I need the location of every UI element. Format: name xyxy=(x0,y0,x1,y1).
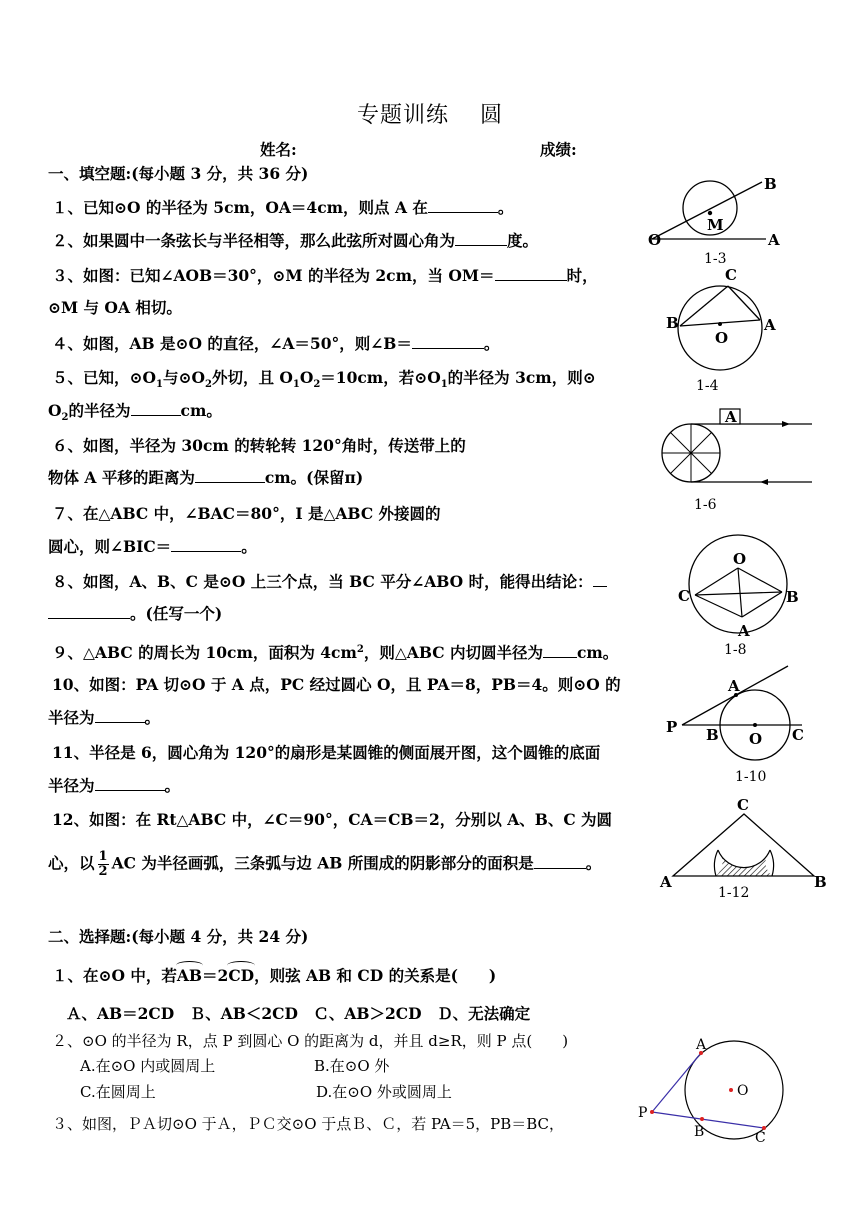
label-a: A xyxy=(738,622,750,640)
question-1-10: 10、如图：PA 切⊙O 于 A 点，PC 经过圆心 O，且 PA＝8，PB＝4。则⊙O 的 xyxy=(52,675,621,694)
page-title: 专题训练 圆 xyxy=(357,103,503,128)
chord-bc xyxy=(680,286,728,326)
label-a: A xyxy=(660,873,672,891)
point-o xyxy=(753,723,757,727)
section1-heading: 一、填空题:(每小题 3 分，共 36 分) xyxy=(48,164,309,183)
answer-blank[interactable] xyxy=(534,854,586,869)
question-1-7-cont: 圆心，则∠BIC＝ 。 xyxy=(48,537,257,556)
section2-heading: 二、选择题:(每小题 4 分，共 24 分) xyxy=(48,927,309,946)
label-a: A xyxy=(764,316,776,334)
figure-2-3 xyxy=(634,1034,804,1146)
answer-blank[interactable] xyxy=(48,604,130,619)
point-o xyxy=(729,1088,733,1092)
label-b: B xyxy=(814,873,827,891)
figure-1-10 xyxy=(660,660,820,788)
figure-1-12 xyxy=(656,794,836,906)
answer-blank[interactable] xyxy=(495,266,567,281)
option-a: A.在⊙O 内或圆周上 xyxy=(80,1057,216,1075)
caption-1-3: 1-3 xyxy=(704,251,727,267)
label-a: A xyxy=(696,1037,707,1053)
question-2-1-options: Ａ、AB＝2CD Ｂ、AB＜2CD Ｃ、AB＞2CD Ｄ、无法确定 xyxy=(66,1004,531,1023)
fraction-half: $\frac{1}{2}$ xyxy=(98,849,108,879)
label-b: B xyxy=(706,726,719,744)
answer-blank[interactable] xyxy=(455,231,507,246)
label-a: A xyxy=(728,677,740,695)
question-2-2: ２、⊙O 的半径为 R，点 P 到圆心 O 的距离为 d，并且 d≥R，则 P 点( ) xyxy=(52,1032,569,1050)
figure-1-6 xyxy=(656,404,816,516)
score-label: 成绩: xyxy=(540,140,577,159)
question-1-5-cont: $O_2$的半径为 cm。 xyxy=(48,401,222,424)
question-1-8: ８、如图，A、B、C 是⊙O 上三个点，当 BC 平分∠ABO 时，能得出结论： xyxy=(52,572,607,592)
question-1-3: ３、如图：已知∠AOB＝30°，⊙M 的半径为 2cm，当 OM＝ 时， xyxy=(52,266,598,285)
question-1-5: ５、已知，$⊙O_1$与$⊙O_2$外切，且 $O_1O_2=10cm$，若$⊙O_1$的半径为 3cm，则⊙ xyxy=(52,368,596,391)
caption-1-8: 1-8 xyxy=(724,642,747,658)
label-o: O xyxy=(648,231,662,249)
label-o: O xyxy=(749,730,763,748)
question-1-11-cont: 半径为 。 xyxy=(48,776,181,795)
label-c: C xyxy=(678,587,690,605)
option-b: B.在⊙O 外 xyxy=(314,1057,390,1075)
tangent-pa xyxy=(652,1053,701,1112)
answer-blank[interactable] xyxy=(543,643,577,658)
caption-1-4: 1-4 xyxy=(696,378,719,394)
circle-o xyxy=(678,286,762,370)
question-1-12: 12、如图：在 Rt△ABC 中，∠C＝90°，CA＝CB＝2，分别以 A、B、C 为圆 xyxy=(52,810,613,829)
answer-blank[interactable] xyxy=(428,198,498,213)
triangle-abc xyxy=(673,814,814,876)
label-o: O xyxy=(737,1083,749,1099)
point-p xyxy=(650,1110,654,1114)
arc-a xyxy=(714,850,718,876)
label-b: B xyxy=(694,1124,705,1140)
secant-pc xyxy=(652,1112,764,1128)
label-o: O xyxy=(715,329,729,347)
label-m: M xyxy=(707,216,724,234)
shaded-region xyxy=(716,850,772,876)
label-p: P xyxy=(638,1105,648,1121)
label-o: O xyxy=(733,550,747,568)
question-1-12-cont: 心，以 $\frac{1}{2}$ AC 为半径画弧，三条弧与边 AB 所围成的阴影部分的面积是 。 xyxy=(48,849,602,879)
answer-blank[interactable] xyxy=(95,776,165,791)
point-b xyxy=(700,1117,704,1121)
chord-ca xyxy=(728,286,760,320)
answer-blank[interactable] xyxy=(131,401,181,416)
figure-1-3 xyxy=(640,168,790,268)
question-1-11: 11、半径是 6，圆心角为 120°的扇形是某圆锥的侧面展开图，这个圆锥的底面 xyxy=(52,743,601,762)
question-1-4: ４、如图，AB 是⊙O 的直径，∠A＝50°，则∠B＝ 。 xyxy=(52,334,500,353)
arc-ab: AB xyxy=(176,966,203,985)
arc-cd: CD xyxy=(228,966,255,985)
caption-1-12: 1-12 xyxy=(718,885,750,901)
question-1-9: ９、△ABC 的周长为 10cm，面积为 $4cm^2$，则△ABC 内切圆半径为 cm。 xyxy=(52,643,619,663)
arrow-left-icon xyxy=(760,479,768,485)
answer-blank[interactable] xyxy=(412,334,484,349)
caption-1-10: 1-10 xyxy=(735,769,767,785)
caption-1-6: 1-6 xyxy=(694,497,717,513)
question-2-3: ３、如图，ＰＡ切⊙O 于Ａ，ＰＣ交⊙O 于点Ｂ、Ｃ，若 PA＝5，PB＝BC， xyxy=(52,1115,565,1133)
label-c: C xyxy=(755,1130,766,1146)
label-c: C xyxy=(792,726,804,744)
question-1-8-cont: 。(任写一个) xyxy=(48,604,222,624)
question-1-6-cont: 物体 A 平移的距离为 cm。(保留π) xyxy=(48,468,364,487)
label-p: P xyxy=(666,718,678,736)
label-a: A xyxy=(768,231,780,249)
arc-b xyxy=(770,850,774,876)
label-b: B xyxy=(764,175,777,193)
question-1-1: １、已知⊙O 的半径为 5cm，OA＝4cm，则点 A 在 。 xyxy=(52,198,514,217)
answer-blank[interactable] xyxy=(593,572,607,587)
point-o xyxy=(718,322,722,326)
answer-blank[interactable] xyxy=(95,708,145,723)
question-1-10-cont: 半径为 。 xyxy=(48,708,161,727)
label-b: B xyxy=(786,588,799,606)
option-d: D.在⊙O 外或圆周上 xyxy=(316,1083,452,1101)
answer-blank[interactable] xyxy=(171,537,241,552)
question-1-3-cont: ⊙M 与 OA 相切。 xyxy=(48,298,182,317)
arrow-right-icon xyxy=(782,421,790,427)
figure-1-8 xyxy=(672,520,812,660)
label-a: A xyxy=(725,408,737,426)
option-c: C.在圆周上 xyxy=(80,1083,156,1101)
point-m xyxy=(708,211,712,215)
name-label: 姓名: xyxy=(260,140,297,159)
question-2-1: １、在⊙O 中，若AB＝2CD，则弦 AB 和 CD 的关系是( ) xyxy=(52,966,497,985)
question-1-7: ７、在△ABC 中，∠BAC＝80°，I 是△ABC 外接圆的 xyxy=(52,504,441,523)
answer-blank[interactable] xyxy=(195,468,265,483)
label-c: C xyxy=(725,266,737,284)
question-1-6: ６、如图，半径为 30cm 的转轮转 120°角时，传送带上的 xyxy=(52,436,466,455)
label-b: B xyxy=(666,314,679,332)
question-1-2: ２、如果圆中一条弦长与半径相等，那么此弦所对圆心角为 度。 xyxy=(52,231,539,250)
figure-1-4 xyxy=(660,264,790,398)
label-c: C xyxy=(737,796,749,814)
